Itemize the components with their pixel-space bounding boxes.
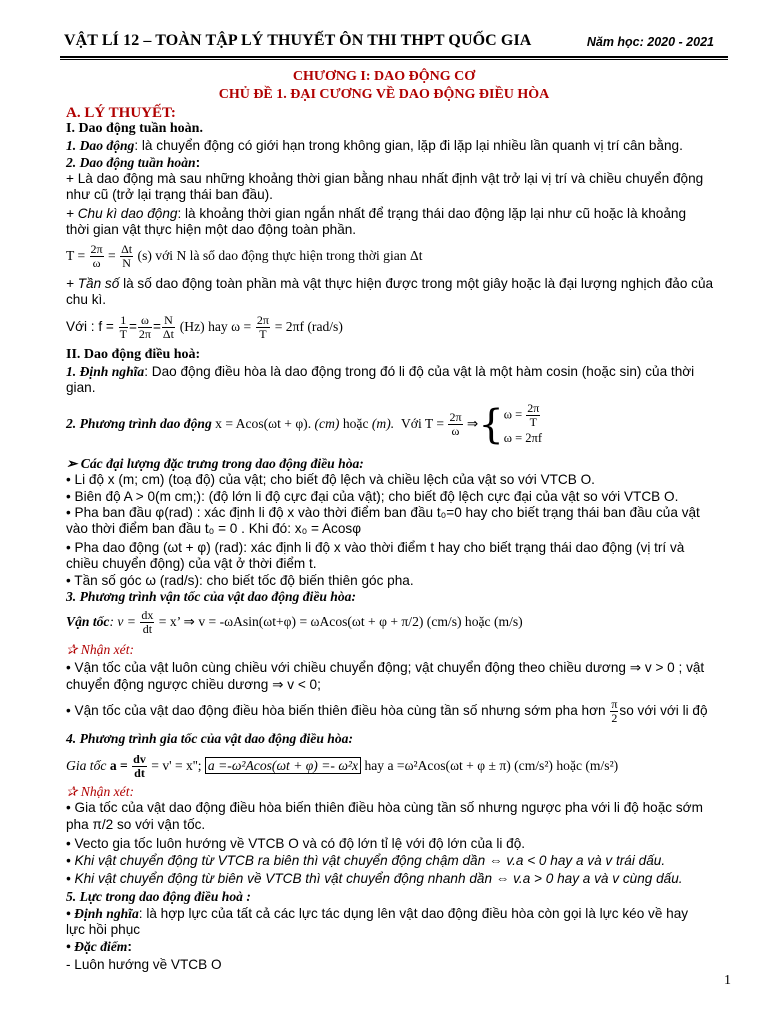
quantity-phase-l2: chiều chuyển động) của vật ở thời điểm t. — [66, 556, 317, 571]
header-year: Năm học: 2020 - 2021 — [586, 35, 714, 49]
page-header — [64, 31, 726, 53]
quantity-initial-phase-l2: vào thời điểm ban đầu t₀ = 0 . Khi đó: x₀ = Acosφ — [66, 521, 362, 536]
force-feature-1: - Luôn hướng về VTCB O — [66, 957, 222, 972]
velocity-remark-1-l1: • Vận tốc của vật luôn cùng chiều với chiều chuyển động; vật chuyển động theo chiều dương ⇒ v > 0 ; vật — [66, 660, 705, 675]
header-rule-thin — [60, 59, 728, 60]
acceleration-boxed-formula: a =-ω²Acos(ωt + φ) =- ω²x — [205, 757, 361, 774]
para-periodic-l2: như cũ (trở lại trạng thái ban đầu). — [66, 187, 273, 202]
page-number: 1 — [724, 973, 731, 988]
quantity-amplitude: • Biên độ A > 0(m cm;): (độ lớn li độ cực đại của vật); cho biết độ lệch cực đại của vật so với VTCB O. — [66, 489, 679, 504]
acceleration-remark-4: • Khi vật chuyển động từ biên về VTCB thì vật chuyển động nhanh dần ⇔ v.a > 0 hay a và v cùng dấu. — [66, 871, 683, 886]
formula-period: T = $\frac{2\pi}{\omega}$ = $\frac{\Delta t}{N}$ (s) với N là số dao động thực hiện trong thời gian Δt — [66, 242, 423, 271]
remark-heading-2: ✰ Nhận xét: — [66, 784, 135, 799]
remark-heading-1: ✰ Nhận xét: — [66, 642, 135, 657]
header-rule — [60, 56, 728, 58]
force-heading: 5. Lực trong dao động điều hoà : — [66, 889, 251, 904]
equation-of-motion: 2. Phương trình dao động x = Acos(ωt + φ). (cm) hoặc (m). Với T = $\frac{2\pi}{\omega}$ ⇒{ ω = $\frac{2\pi}{T}$ ω = 2πf — [66, 401, 543, 448]
acceleration-remark-1-l1: • Gia tốc của vật dao động điều hòa biến thiên điều hòa cùng tần số nhưng ngược pha với li độ hoặc sớm — [66, 800, 703, 815]
acceleration-remark-1-l2: pha π/2 so với vận tốc. — [66, 817, 206, 832]
acceleration-remark-3: • Khi vật chuyển động từ VTCB ra biên thì vật chuyển động chậm dần ⇔ v.a < 0 hay a và v trái dấu. — [66, 853, 666, 868]
quantity-angular-frequency: • Tần số góc ω (rad/s): cho biết tốc độ biến thiên góc pha. — [66, 573, 414, 588]
section-a-heading: A. LÝ THUYẾT: — [66, 105, 176, 121]
velocity-equation: Vận tốc: v = $\frac{dx}{dt}$ = x’ ⇒ v = -ωAsin(ωt+φ) = ωAcos(ωt + φ + π/2) (cm/s) hoặc (m/s) — [66, 608, 523, 637]
para-oscillation: 1. Dao động: là chuyển động có giới hạn trong không gian, lặp đi lặp lại nhiều lần quanh vị trí cân bằng. — [66, 138, 683, 153]
acceleration-equation: Gia tốc a = $\frac{dv}{dt}$ = v' = x''; a =-ω²Acos(ωt + φ) =- ω²x hay a =ω²Acos(ωt + φ ± π) (cm/s²) hoặc (m/s²) — [66, 752, 619, 781]
chapter-title: CHƯƠNG I: DAO ĐỘNG CƠ — [292, 69, 476, 84]
para-period-l1: + Chu kì dao động: là khoảng thời gian ngắn nhất để trạng thái dao động lặp lại như cũ hoặc là khoảng — [66, 206, 687, 221]
formula-frequency: Với : f = $\frac{1}{T}$ = $\frac{\omega}{2\pi}$ = $\frac{N}{\Delta t}$ (Hz) hay ω = $\frac{2\pi}{T}$ = 2πf (rad/s) — [66, 312, 343, 341]
para-periodic-l1: + Là dao động mà sau những khoảng thời gian bằng nhau nhất định vật trở lại vị trí và chiều chuyển động — [66, 171, 704, 186]
para-definition-l1: 1. Định nghĩa: Dao động điều hòa là dao động trong đó li độ của vật là một hàm cosin (hoặc sin) của thời — [66, 364, 695, 379]
velocity-heading: 3. Phương trình vận tốc của vật dao động điều hòa: — [66, 589, 356, 604]
quantity-initial-phase-l1: • Pha ban đầu φ(rad) : xác định li độ x vào thời điểm ban đầu t₀=0 hay cho biết trạng thái ban đầu của vật — [66, 505, 700, 520]
force-features-heading: • Đặc điểm: — [66, 939, 132, 954]
para-frequency-l2: chu kì. — [66, 292, 107, 307]
para-period-l2: thời gian vật thực hiện một dao động toàn phần. — [66, 222, 357, 237]
acceleration-remark-2: • Vecto gia tốc luôn hướng về VTCB O và có độ lớn tỉ lệ với độ lớn của li độ. — [66, 836, 526, 851]
quantity-phase-l1: • Pha dao động (ωt + φ) (rad): xác định li độ x vào thời điểm t hay cho biết trạng thái dao động (vị trí và — [66, 540, 685, 555]
para-frequency-l1: + Tần số là số dao động toàn phần mà vật thực hiện được trong một giây hoặc là đại lượng nghịch đảo của — [66, 276, 714, 291]
para-definition-l2: gian. — [66, 380, 96, 395]
header-title: VẬT LÍ 12 – TOÀN TẬP LÝ THUYẾT ÔN THI THPT QUỐC GIA — [64, 32, 532, 49]
para-periodic-heading: 2. Dao động tuần hoàn: — [66, 155, 201, 170]
section-1-heading: I. Dao động tuần hoàn. — [66, 121, 203, 136]
acceleration-heading: 4. Phương trình gia tốc của vật dao động điều hòa: — [66, 731, 353, 746]
velocity-remark-2: • Vận tốc của vật dao động điều hòa biến thiên điều hòa cùng tần số nhưng sớm pha hơn $\frac{\pi}{2}$ so với với li độ — [66, 696, 708, 725]
velocity-remark-1-l2: chuyển động ngược chiều dương ⇒ v < 0; — [66, 677, 321, 692]
force-definition-l2: lực hồi phục — [66, 922, 141, 937]
quantity-displacement: • Li độ x (m; cm) (toạ độ) của vật; cho biết độ lệch và chiều lệch của vật so với VTCB O. — [66, 472, 595, 487]
topic-title: CHỦ ĐỀ 1. ĐẠI CƯƠNG VỀ DAO ĐỘNG ĐIỀU HÒA — [218, 87, 550, 102]
quantities-heading: ➢ Các đại lượng đặc trưng trong dao động điều hòa: — [66, 456, 364, 471]
section-2-heading: II. Dao động điều hoà: — [66, 347, 201, 362]
force-definition-l1: • Định nghĩa: là hợp lực của tất cả các lực tác dụng lên vật dao động điều hòa còn gọi là lực kéo về hay — [66, 906, 689, 921]
